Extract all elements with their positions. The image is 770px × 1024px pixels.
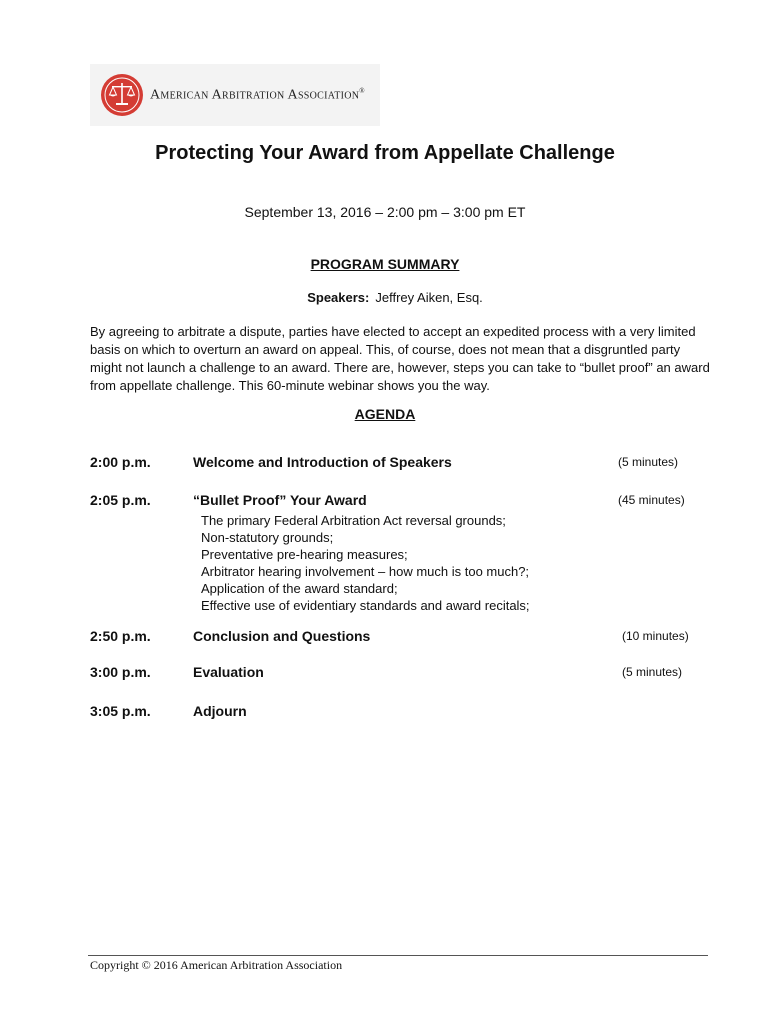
agenda-heading: AGENDA bbox=[354, 406, 416, 422]
logo-wordmark: American Arbitration Association® bbox=[150, 86, 365, 103]
agenda-topic: The primary Federal Arbitration Act reversal grounds; bbox=[201, 513, 506, 528]
agenda-duration: (5 minutes) bbox=[622, 665, 683, 679]
agenda-time: 2:05 p.m. bbox=[90, 492, 151, 508]
program-description: By agreeing to arbitrate a dispute, parties have elected to accept an expedited process with a very limited basis on which to overturn an award on appeal. This, of course, does not mean that a disgruntled party might not launch a challenge to an award. There are, however, steps you can take to “bullet proof” an award from appellate challenge. This 60-minute webinar shows you the way. bbox=[90, 324, 710, 393]
agenda-topic: Preventative pre-hearing measures; bbox=[201, 547, 408, 562]
aaa-logo bbox=[90, 64, 380, 126]
agenda-duration: (5 minutes) bbox=[618, 455, 679, 469]
speakers-value: Jeffrey Aiken, Esq. bbox=[375, 290, 483, 305]
agenda-time: 2:50 p.m. bbox=[90, 628, 151, 644]
agenda-duration: (45 minutes) bbox=[618, 493, 685, 507]
event-date-time: September 13, 2016 – 2:00 pm – 3:00 pm ET bbox=[244, 204, 526, 220]
agenda-topic: Effective use of evidentiary standards and award recitals; bbox=[201, 598, 530, 613]
agenda-topic-list bbox=[201, 512, 530, 614]
footer-divider bbox=[88, 955, 708, 956]
agenda-topic: Application of the award standard; bbox=[201, 581, 398, 596]
speakers-label: Speakers: bbox=[307, 290, 370, 305]
copyright-notice: Copyright © 2016 American Arbitration Association bbox=[90, 958, 343, 972]
speakers-line bbox=[0, 290, 770, 305]
agenda-time: 2:00 p.m. bbox=[90, 454, 151, 470]
agenda-duration: (10 minutes) bbox=[622, 629, 689, 643]
agenda-topic: Non-statutory grounds; bbox=[201, 530, 334, 545]
agenda-time: 3:05 p.m. bbox=[90, 703, 151, 719]
agenda-title: Adjourn bbox=[193, 703, 247, 719]
agenda-time: 3:00 p.m. bbox=[90, 664, 151, 680]
program-summary-heading: PROGRAM SUMMARY bbox=[310, 256, 460, 272]
agenda-title: Evaluation bbox=[193, 664, 264, 680]
agenda-title: Welcome and Introduction of Speakers bbox=[193, 454, 452, 470]
document-title: Protecting Your Award from Appellate Challenge bbox=[155, 142, 615, 164]
agenda-topic: Arbitrator hearing involvement – how much is too much?; bbox=[201, 564, 530, 579]
scales-of-justice-seal-icon bbox=[100, 73, 144, 117]
agenda-title: Conclusion and Questions bbox=[193, 628, 371, 644]
agenda-title: “Bullet Proof” Your Award bbox=[193, 492, 367, 508]
